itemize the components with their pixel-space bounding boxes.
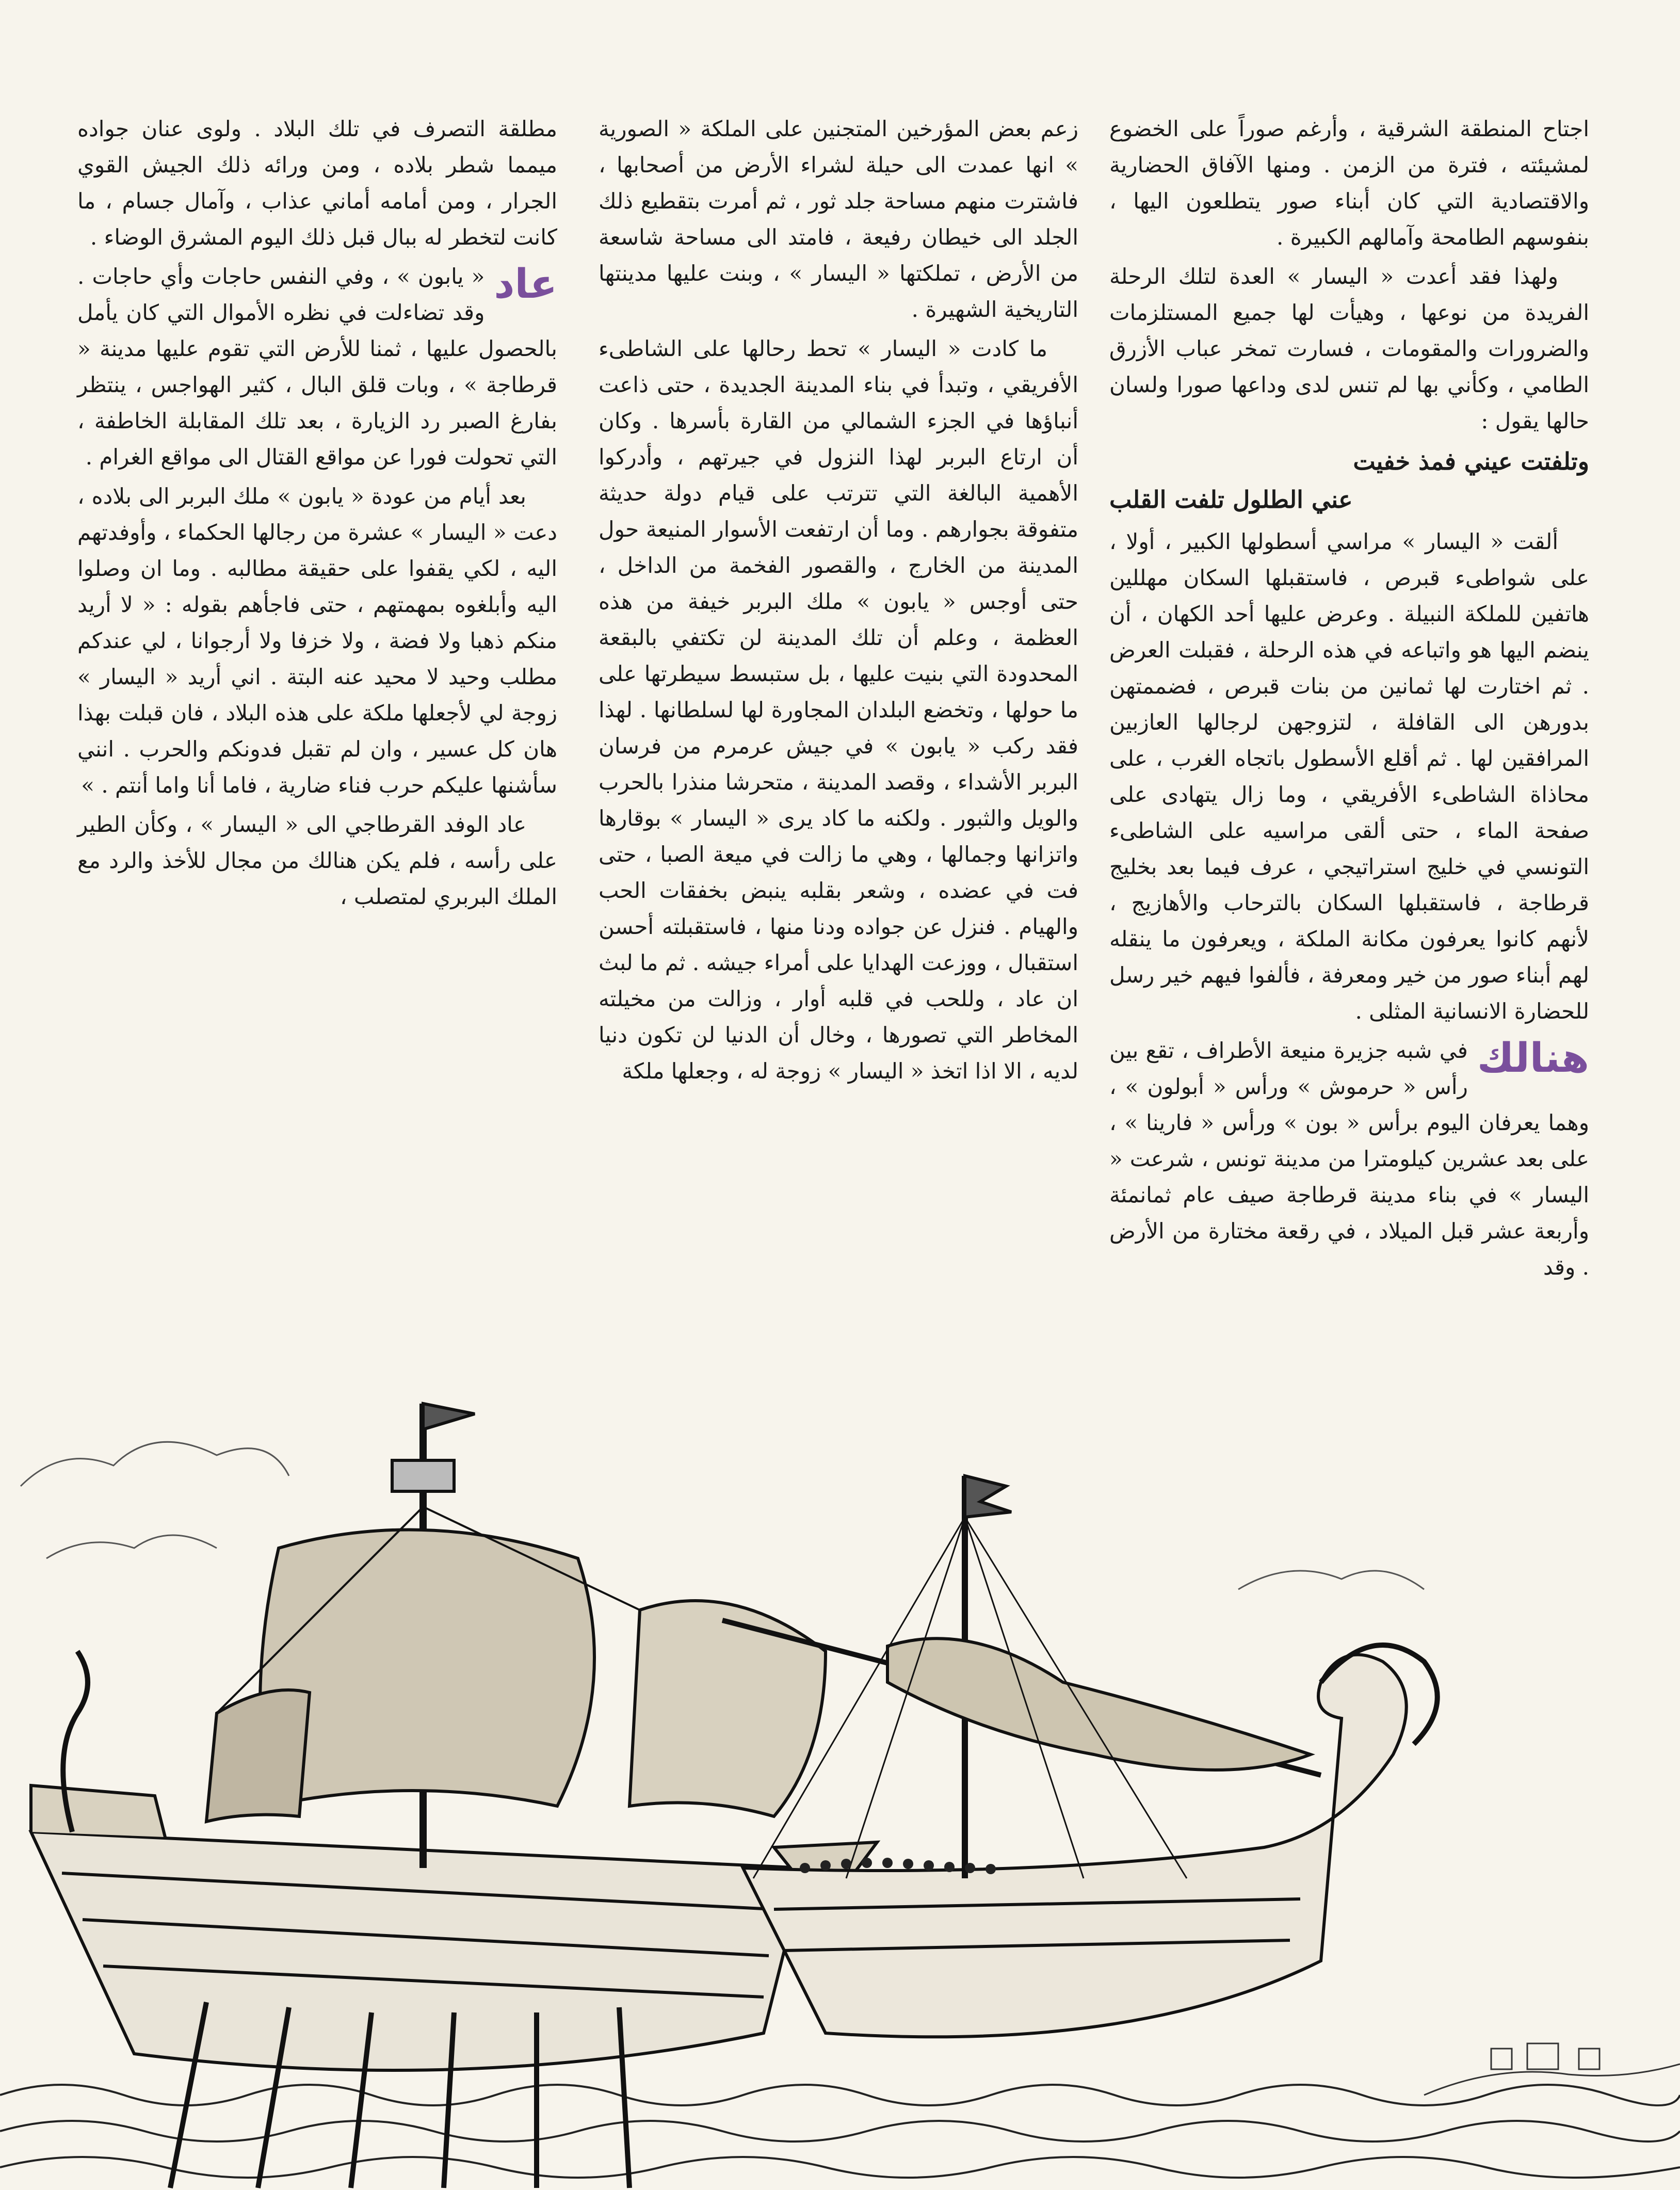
left-paragraph-1: مطلقة التصرف في تلك البلاد . ولوى عنان جواده ميمما شطر بلاده ، ومن ورائه ذلك الجيش القوي الجرار ، ومن أمامه أماني عذاب ، وآمال جسام ، ما كانت لتخطر له ببال قبل ذلك اليوم المشرق الوضاء . <box>77 116 557 250</box>
left-paragraph-2-text: « يابون » ، وفي النفس حاجات وأي حاجات . وقد تضاءلت في نظره الأموال التي كان يأمل بالحصول عليها ، ثمنا للأرض التي تقوم عليها مدينة « قرطاجة » ، وبات قلق البال ، كثير الهواجس ، ينتظر بفارغ الصبر رد الزيارة ، بعد تلك المقابلة الخاطفة ، التي تحولت فورا عن مواقع القتال الى مواقع الغرام . <box>77 264 557 470</box>
sea-waves <box>0 2085 1680 2178</box>
poem-verse <box>1109 442 1589 519</box>
distant-shore <box>1424 2043 1680 2095</box>
left-ship <box>31 1404 877 2188</box>
right-column <box>1109 111 1589 1289</box>
right-paragraph-4-text: في شبه جزيرة منيعة الأطراف ، تقع بين رأس « حرموش » ورأس « أبولون » ، وهما يعرفان اليوم برأس « بون » ورأس « فارينا » ، على بعد عشرين كيلومترا من مدينة تونس ، شرعت « اليسار » في بناء مدينة قرطاجة صيف عام ثمانمئة وأربعة عشر قبل الميلاد ، في رقعة مختارة من الأرض . وقد <box>1109 1038 1589 1280</box>
right-ship <box>722 1476 1437 2037</box>
drop-word-aad: عاد <box>494 261 557 308</box>
poem-line-1: وتلفتت عيني فمذ خفيت <box>1353 447 1589 475</box>
left-column <box>77 111 557 918</box>
middle-paragraph-2: ما كادت « اليسار » تحط رحالها على الشاطىء الأفريقي ، وتبدأ في بناء المدينة الجديدة ، حتى ذاعت أنباؤها في الجزء الشمالي من القارة بأسرها . وكان أن ارتاع البربر لهذا النزول في جيرتهم ، وأدركوا الأهمية البالغة التي تترتب على قيام دولة حديثة متفوقة بجوارهم . وما أن ارتفعت الأسوار المنيعة حول المدينة من الخارج ، والقصور الفخمة من الداخل ، حتى أوجس « يابون » ملك البربر خيفة من هذه العظمة ، وعلم أن تلك المدينة لن تكتفي بالبقعة المحدودة التي بنيت عليها ، بل ستبسط سيطرتها على ما حولها ، وتخضع البلدان المجاورة لها لسلطانها . لهذا فقد ركب « يابون » في جيش عرمرم من فرسان البربر الأشداء ، وقصد المدينة ، متحرشا منذرا بالحرب والويل والثبور . ولكنه ما كاد يرى « اليسار » بوقارها واتزانها وجمالها ، وهي ما زالت في ميعة الصبا ، حتى فت في عضده ، وشعر بقلبه ينبض بخفقات الحب والهيام . فنزل عن جواده ودنا منها ، فاستقبلته أحسن استقبال ، ووزعت الهدايا على أمراء جيشه . ثم ما لبث ان عاد ، وللحب في قلبه أوار ، وزالت من مخيلته المخاطر التي تصورها ، وخال أن الدنيا لن تكون دنيا لديه ، الا اذا اتخذ « اليسار » زوجة له ، وجعلها ملكة <box>599 336 1078 1084</box>
left-paragraph-4: عاد الوفد القرطاجي الى « اليسار » ، وكأن الطير على رأسه ، فلم يكن هنالك من مجال للأخذ والرد مع الملك البربري لمتصلب ، <box>77 812 557 909</box>
right-paragraph-2: ولهذا فقد أعدت « اليسار » العدة لتلك الرحلة الفريدة من نوعها ، وهيأت لها جميع المستلزمات والضرورات والمقومات ، فسارت تمخر عباب الأزرق الطامي ، وكأني بها لم تنس لدى وداعها صورا ولسان حالها يقول : <box>1109 264 1589 433</box>
right-paragraph-1: اجتاح المنطقة الشرقية ، وأرغم صوراً على الخضوع لمشيئته ، فترة من الزمن . ومنها الآفاق الحضارية والاقتصادية التي كان أبناء صور يتطلعون اليها ، بنفوسهم الطامحة وآمالهم الكبيرة . <box>1109 116 1589 250</box>
poem-line-2: عني الطلول تلفت القلب <box>1109 486 1353 513</box>
right-paragraph-3: ألقت « اليسار » مراسي أسطولها الكبير ، أولا ، على شواطىء قبرص ، فاستقبلها السكان مهللين هاتفين للملكة النبيلة . وعرض عليها أحد الكهان ، أن ينضم اليها هو واتباعه في هذه الرحلة ، فقبلت العرض . ثم اختارت لها ثمانين من بنات قبرص ، فضممتهن بدورهن الى القافلة ، لتزوجهن لرجالها العازبين المرافقين لها . ثم أقلع الأسطول باتجاه الغرب ، على محاذاة الشاطىء الأفريقي ، وما زال يتهادى على صفحة الماء ، حتى ألقى مراسيه على الشاطىء التونسي في خليج استراتيجي ، عرف فيما بعد بخليج قرطاجة ، فاستقبلها السكان بالترحاب والأهازيج ، لأنهم كانوا يعرفون مكانة الملكة ، ويعرفون ما ينقله لهم أبناء صور من خير ومعرفة ، فألفوا فيهم خير رسل للحضارة الانسانية المثلى . <box>1109 529 1589 1024</box>
middle-paragraph-1: زعم بعض المؤرخين المتجنين على الملكة « الصورية » انها عمدت الى حيلة لشراء الأرض من أصحابها ، فاشترت منهم مساحة جلد ثور ، ثم أمرت بتقطيع ذلك الجلد الى خيطان رفيعة ، فامتد الى مساحة شاسعة من الأرض ، تملكتها « اليسار » ، وبنت عليها مدينتها التاريخية الشهيرة . <box>599 116 1078 322</box>
cloud-shapes <box>21 1442 1424 1589</box>
left-paragraph-2 <box>77 259 557 475</box>
ancient-ships-illustration <box>0 1290 1680 2190</box>
middle-column <box>599 111 1078 1092</box>
left-paragraph-3: بعد أيام من عودة « يابون » ملك البربر الى بلاده ، دعت « اليسار » عشرة من رجالها الحكماء ، وأوفدتهم اليه ، لكي يقفوا على حقيقة مطالبه . وما ان وصلوا اليه وأبلغوه بمهمتهم ، حتى فاجأهم بقوله : « لا أريد منكم ذهبا ولا فضة ، ولا خزفا ولا أرجوانا ، لي عندكم مطلب وحيد لا محيد عنه البتة . اني أريد « اليسار » زوجة لي لأجعلها ملكة على هذه البلاد ، فان قبلت بهذا هان كل عسير ، وان لم تقبل فدونكم والحرب . انني سأشنها عليكم حرب فناء ضارية ، فاما أنا واما أنتم . » <box>77 484 557 798</box>
right-paragraph-4 <box>1109 1033 1589 1285</box>
drop-word-hunalik: هنالك <box>1477 1035 1589 1082</box>
